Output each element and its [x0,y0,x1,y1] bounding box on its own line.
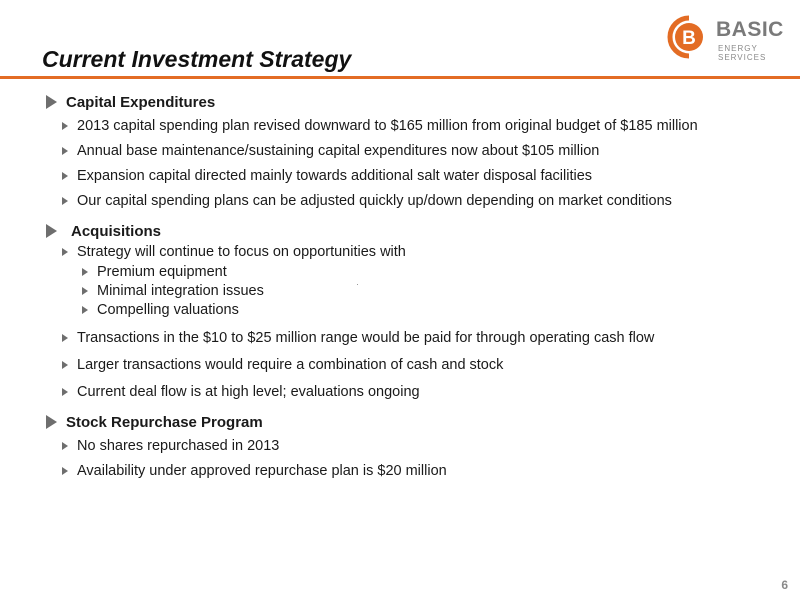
section-acquisitions [46,220,786,405]
list-item: 2013 capital spending plan revised downward to $165 million from original budget of $185 million [46,113,786,138]
small-triangle-bullet-icon [82,268,88,276]
logo-subtitle: ENERGY SERVICES [718,44,767,62]
triangle-bullet-icon [46,95,57,109]
list-item: Current deal flow is at high level; evaluations ongoing [46,378,786,405]
small-triangle-bullet-icon [62,197,68,205]
page-title: Current Investment Strategy [42,46,352,72]
section-capital-expenditures [46,91,786,213]
list-item: Larger transactions would require a combination of cash and stock [46,351,786,378]
basic-logo-icon [662,14,712,60]
sub-list-item: Compelling valuations [46,300,786,319]
logo-wordmark: BASIC [716,18,784,41]
list-item: Availability under approved repurchase plan is $20 million [46,458,786,483]
small-triangle-bullet-icon [62,442,68,450]
small-triangle-bullet-icon [62,361,68,369]
sub-list-item: Minimal integration issues [46,281,786,300]
page-number: 6 [781,578,788,592]
triangle-bullet-icon [46,415,57,429]
small-triangle-bullet-icon [82,287,88,295]
small-triangle-bullet-icon [62,147,68,155]
list-item: No shares repurchased in 2013 [46,433,786,458]
section-heading: Stock Repurchase Program [46,411,786,433]
section-heading: Capital Expenditures [46,91,786,113]
logo-letter: B [682,28,696,49]
triangle-bullet-icon [46,224,57,238]
section-stock-repurchase [46,411,786,483]
section-heading: Acquisitions [46,220,786,242]
small-triangle-bullet-icon [62,122,68,130]
small-triangle-bullet-icon [82,306,88,314]
list-item: Strategy will continue to focus on opportunities with [46,242,786,262]
list-item: Transactions in the $10 to $25 million range would be paid for through operating cash flow [46,324,786,351]
title-divider [0,76,800,79]
small-triangle-bullet-icon [62,334,68,342]
small-triangle-bullet-icon [62,172,68,180]
small-triangle-bullet-icon [62,248,68,256]
company-logo [662,14,798,60]
stray-dot [357,284,358,285]
small-triangle-bullet-icon [62,467,68,475]
list-item: Expansion capital directed mainly towards additional salt water disposal facilities [46,163,786,188]
sub-list-item: Premium equipment [46,262,786,281]
list-item: Annual base maintenance/sustaining capital expenditures now about $105 million [46,138,786,163]
small-triangle-bullet-icon [62,388,68,396]
slide-content [46,91,786,483]
list-item: Our capital spending plans can be adjusted quickly up/down depending on market conditions [46,188,786,213]
